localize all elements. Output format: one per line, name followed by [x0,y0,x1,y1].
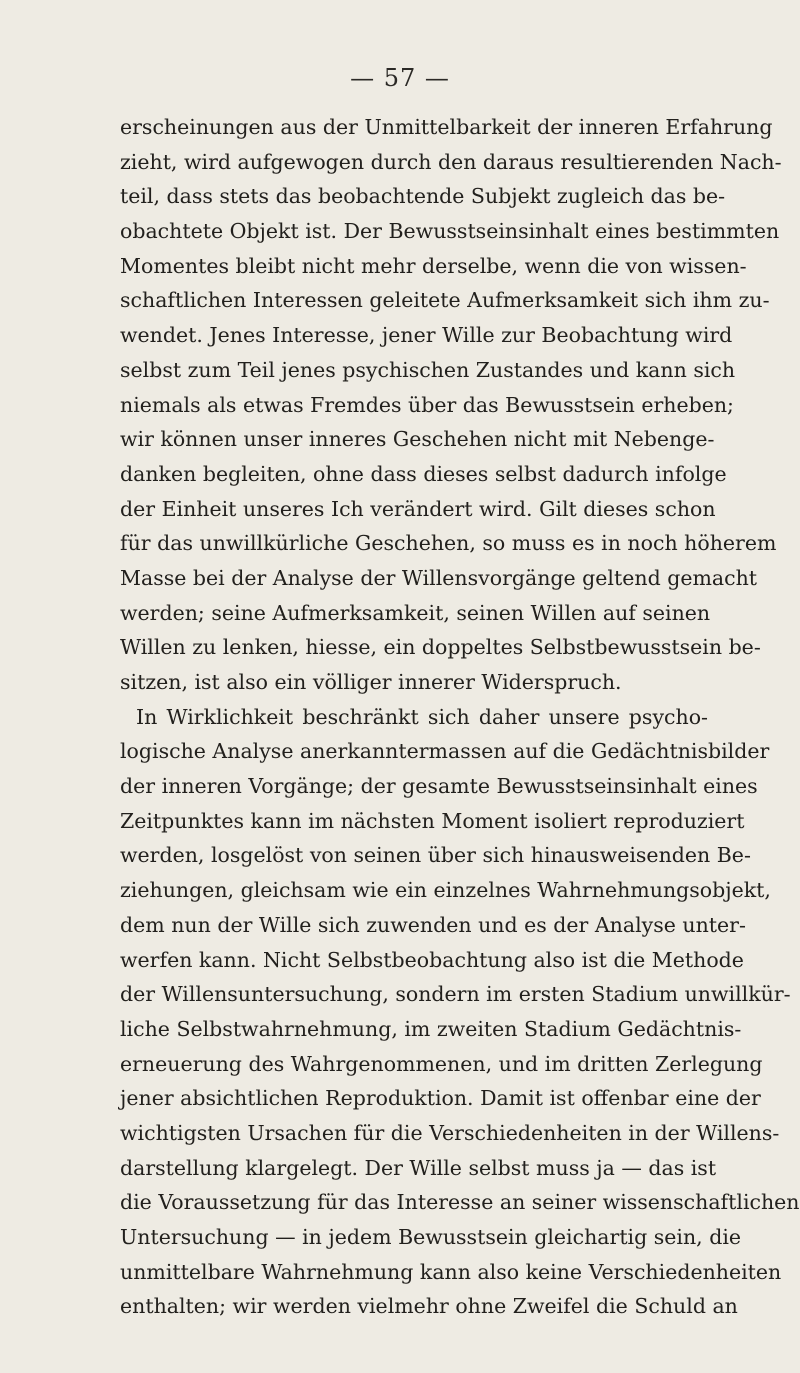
text-line: werden; seine Aufmerksamkeit, seinen Willen auf seinen [120,600,711,625]
text-line: erscheinungen aus der Unmittelbarkeit der inneren Erfahrung [120,115,773,139]
text-line: erneuerung des Wahrgenommenen, und im dritten Zerlegung [120,1051,763,1076]
text-line: ziehungen, gleichsam wie ein einzelnes Wahrnehmungsobjekt, [120,878,771,903]
text-line: enthalten; wir werden vielmehr ohne Zweifel die Schuld an [120,1294,738,1319]
text-line: der Einheit unseres Ich verändert wird. Gilt dieses schon [120,496,716,521]
text-line: Masse bei der Analyse der Willensvorgänge geltend gemacht [120,565,758,590]
text-line: niemals als etwas Fremdes über das Bewusstsein erheben; [120,392,734,417]
text-line: selbst zum Teil jenes psychischen Zustandes und kann sich [120,357,736,382]
text-line: wir können unser inneres Geschehen nicht mit Nebenge- [120,427,715,452]
text-line: Momentes bleibt nicht mehr derselbe, wenn die von wissen- [120,253,747,278]
text-line: Zeitpunktes kann im nächsten Moment isoliert reproduziert [120,808,745,833]
page-number: — 57 — [350,64,450,92]
paragraph-start-line: In Wirklichkeit beschränkt sich daher unsere psycho- [136,704,708,729]
text-line: werden, losgelöst von seinen über sich hinausweisenden Be- [120,843,751,868]
text-line: der inneren Vorgänge; der gesamte Bewusstseinsinhalt eines [120,774,758,799]
paragraph-end-line: sitzen, ist also ein völliger innerer Widerspruch. [120,670,622,694]
text-line: unmittelbare Wahrnehmung kann also keine Verschiedenheiten [120,1259,782,1284]
body-text [120,110,800,1324]
text-line: obachtete Objekt ist. Der Bewusstseinsinhalt eines bestimmten [120,219,780,244]
text-line: darstellung klargelegt. Der Wille selbst muss ja — das ist [120,1155,717,1180]
text-line: Untersuchung — in jedem Bewusstsein gleichartig sein, die [120,1225,742,1249]
text-line: werfen kann. Nicht Selbstbeobachtung also ist die Methode [120,947,744,972]
text-line: wendet. Jenes Interesse, jener Wille zur Beobachtung wird [120,323,733,348]
text-line: logische Analyse anerkanntermassen auf die Gedächtnisbilder [120,739,770,764]
text-line: teil, dass stets das beobachtende Subjekt zugleich das be- [120,184,726,209]
text-line: für das unwillkürliche Geschehen, so muss es in noch höherem [120,531,777,556]
text-line: wichtigsten Ursachen für die Verschiedenheiten in der Willens- [120,1120,780,1145]
text-line: der Willensuntersuchung, sondern im ersten Stadium unwillkür- [120,982,791,1007]
text-line: dem nun der Wille sich zuwenden und es der Analyse unter- [120,912,746,937]
text-line: schaftlichen Interessen geleitete Aufmerksamkeit sich ihm zu- [120,288,770,313]
text-line: jener absichtlichen Reproduktion. Damit ist offenbar eine der [120,1086,761,1111]
text-line: Willen zu lenken, hiesse, ein doppeltes Selbstbewusstsein be- [120,635,761,660]
text-line: danken begleiten, ohne dass dieses selbst dadurch infolge [120,461,727,486]
text-line: die Voraussetzung für das Interesse an seiner wissenschaftlichen [120,1190,800,1215]
text-line: zieht, wird aufgewogen durch den daraus resultierenden Nach- [120,149,782,174]
text-line: liche Selbstwahrnehmung, im zweiten Stadium Gedächtnis- [120,1016,742,1041]
